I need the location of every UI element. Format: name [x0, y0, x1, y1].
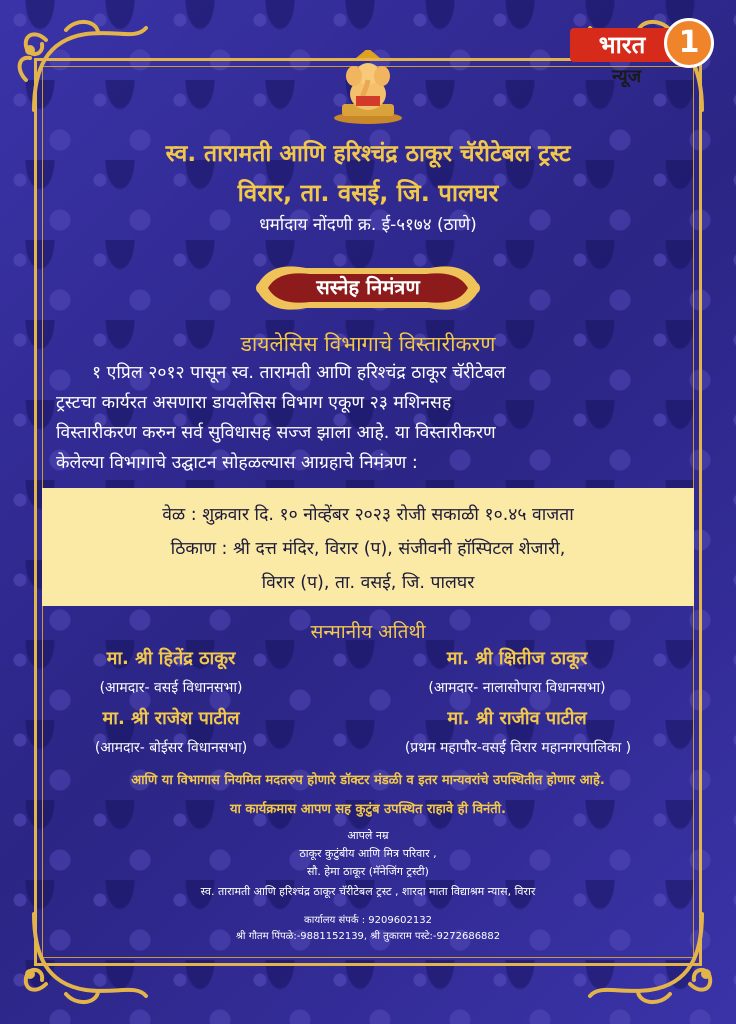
- guest-name: मा. श्री क्षितीज ठाकूर: [446, 648, 588, 669]
- paragraph-line: ट्रस्टचा कार्यरत असणारा डायलेसिस विभाग एकूण २३ मशिनसह: [56, 393, 452, 413]
- guests-heading: सन्मानीय अतिथी: [310, 621, 426, 643]
- footer-note-1: आणि या विभागास नियमित मदतरुप होणारे डॉक्टर मंडळी व इतर मान्यवरांचे उपस्थितीत होणार आहे.: [131, 773, 605, 788]
- event-paragraph: [56, 358, 682, 478]
- corner-ornament-top-left: [6, 10, 156, 120]
- footer-note-2: या कार्यक्रमास आपण सह कुटुंब उपस्थित राहावे ही विनंती.: [229, 802, 506, 817]
- banner-title: सस्नेह निमंत्रण: [316, 275, 420, 299]
- guest-role: (प्रथम महापौर-वसई विरार महानगरपालिका ): [404, 740, 632, 756]
- guest-name: मा. श्री राजीव पाटील: [447, 708, 587, 729]
- guest-role: (आमदार- नालासोपारा विधानसभा): [428, 680, 606, 696]
- logo-text: भारत: [570, 28, 674, 62]
- paragraph-line: १ एप्रिल २०१२ पासून स्व. तारामती आणि हरिश्चंद्र ठाकूर चॅरीटेबल: [92, 363, 506, 383]
- registration-number: धर्मादाय नोंदणी क्र. ई-५१७४ (ठाणे): [259, 215, 477, 235]
- bharat1-logo: [566, 18, 718, 90]
- event-heading: डायलेसिस विभागाचे विस्तारीकरण: [240, 332, 496, 356]
- footer-managing-trustee: सौ. हेमा ठाकूर (मॅनेजिंग ट्रस्टी): [307, 865, 429, 878]
- guest-name: मा. श्री राजेश पाटील: [102, 708, 240, 729]
- trust-location: विरार, ता. वसई, जि. पालघर: [237, 179, 499, 207]
- footer-family: ठाकूर कुटुंबीय आणि मित्र परिवार ,: [299, 847, 437, 860]
- logo-subtitle: न्यूज: [612, 66, 642, 87]
- guest-role: (आमदार- बोईसर विधानसभा): [94, 740, 248, 756]
- event-venue-line1: ठिकाण : श्री दत्त मंदिर, विरार (प), संजीवनी हॉस्पिटल शेजारी,: [170, 539, 566, 559]
- footer-contacts: श्री गौतम पिंपळे:-9881152139, श्री तुकाराम पस्टे:-9272686882: [235, 931, 501, 942]
- invitation-banner: [246, 256, 490, 320]
- paragraph-line: केलेल्या विभागाचे उद्घाटन सोहळल्यास आग्रहाचे निमंत्रण :: [56, 453, 418, 473]
- event-details-band: [42, 488, 694, 606]
- footer-trusts: स्व. तारामती आणि हरिश्चंद्र ठाकूर चॅरीटेबल ट्रस्ट , शारदा माता विद्याश्रम न्यास, विरार: [200, 885, 536, 898]
- ganesha-image: [326, 50, 410, 124]
- guest-name: मा. श्री हितेंद्र ठाकूर: [106, 648, 236, 669]
- footer-office-contact: कार्यालय संपर्क : 9209602132: [304, 915, 432, 926]
- trust-name: स्व. तारामती आणि हरिश्चंद्र ठाकूर चॅरीटेबल ट्रस्ट: [165, 141, 571, 167]
- logo-number: 1: [664, 18, 714, 68]
- guest-role: (आमदार- वसई विधानसभा): [99, 680, 243, 696]
- footer-yours: आपले नम्र: [347, 829, 389, 842]
- paragraph-line: विस्तारीकरण करुन सर्व सुविधासह सज्ज झाला आहे. या विस्तारीकरण: [56, 423, 496, 443]
- event-time: वेळ : शुक्रवार दि. १० नोव्हेंबर २०२३ रोजी सकाळी १०.४५ वाजता: [162, 505, 574, 525]
- event-venue-line2: विरार (प), ता. वसई, जि. पालघर: [261, 573, 475, 593]
